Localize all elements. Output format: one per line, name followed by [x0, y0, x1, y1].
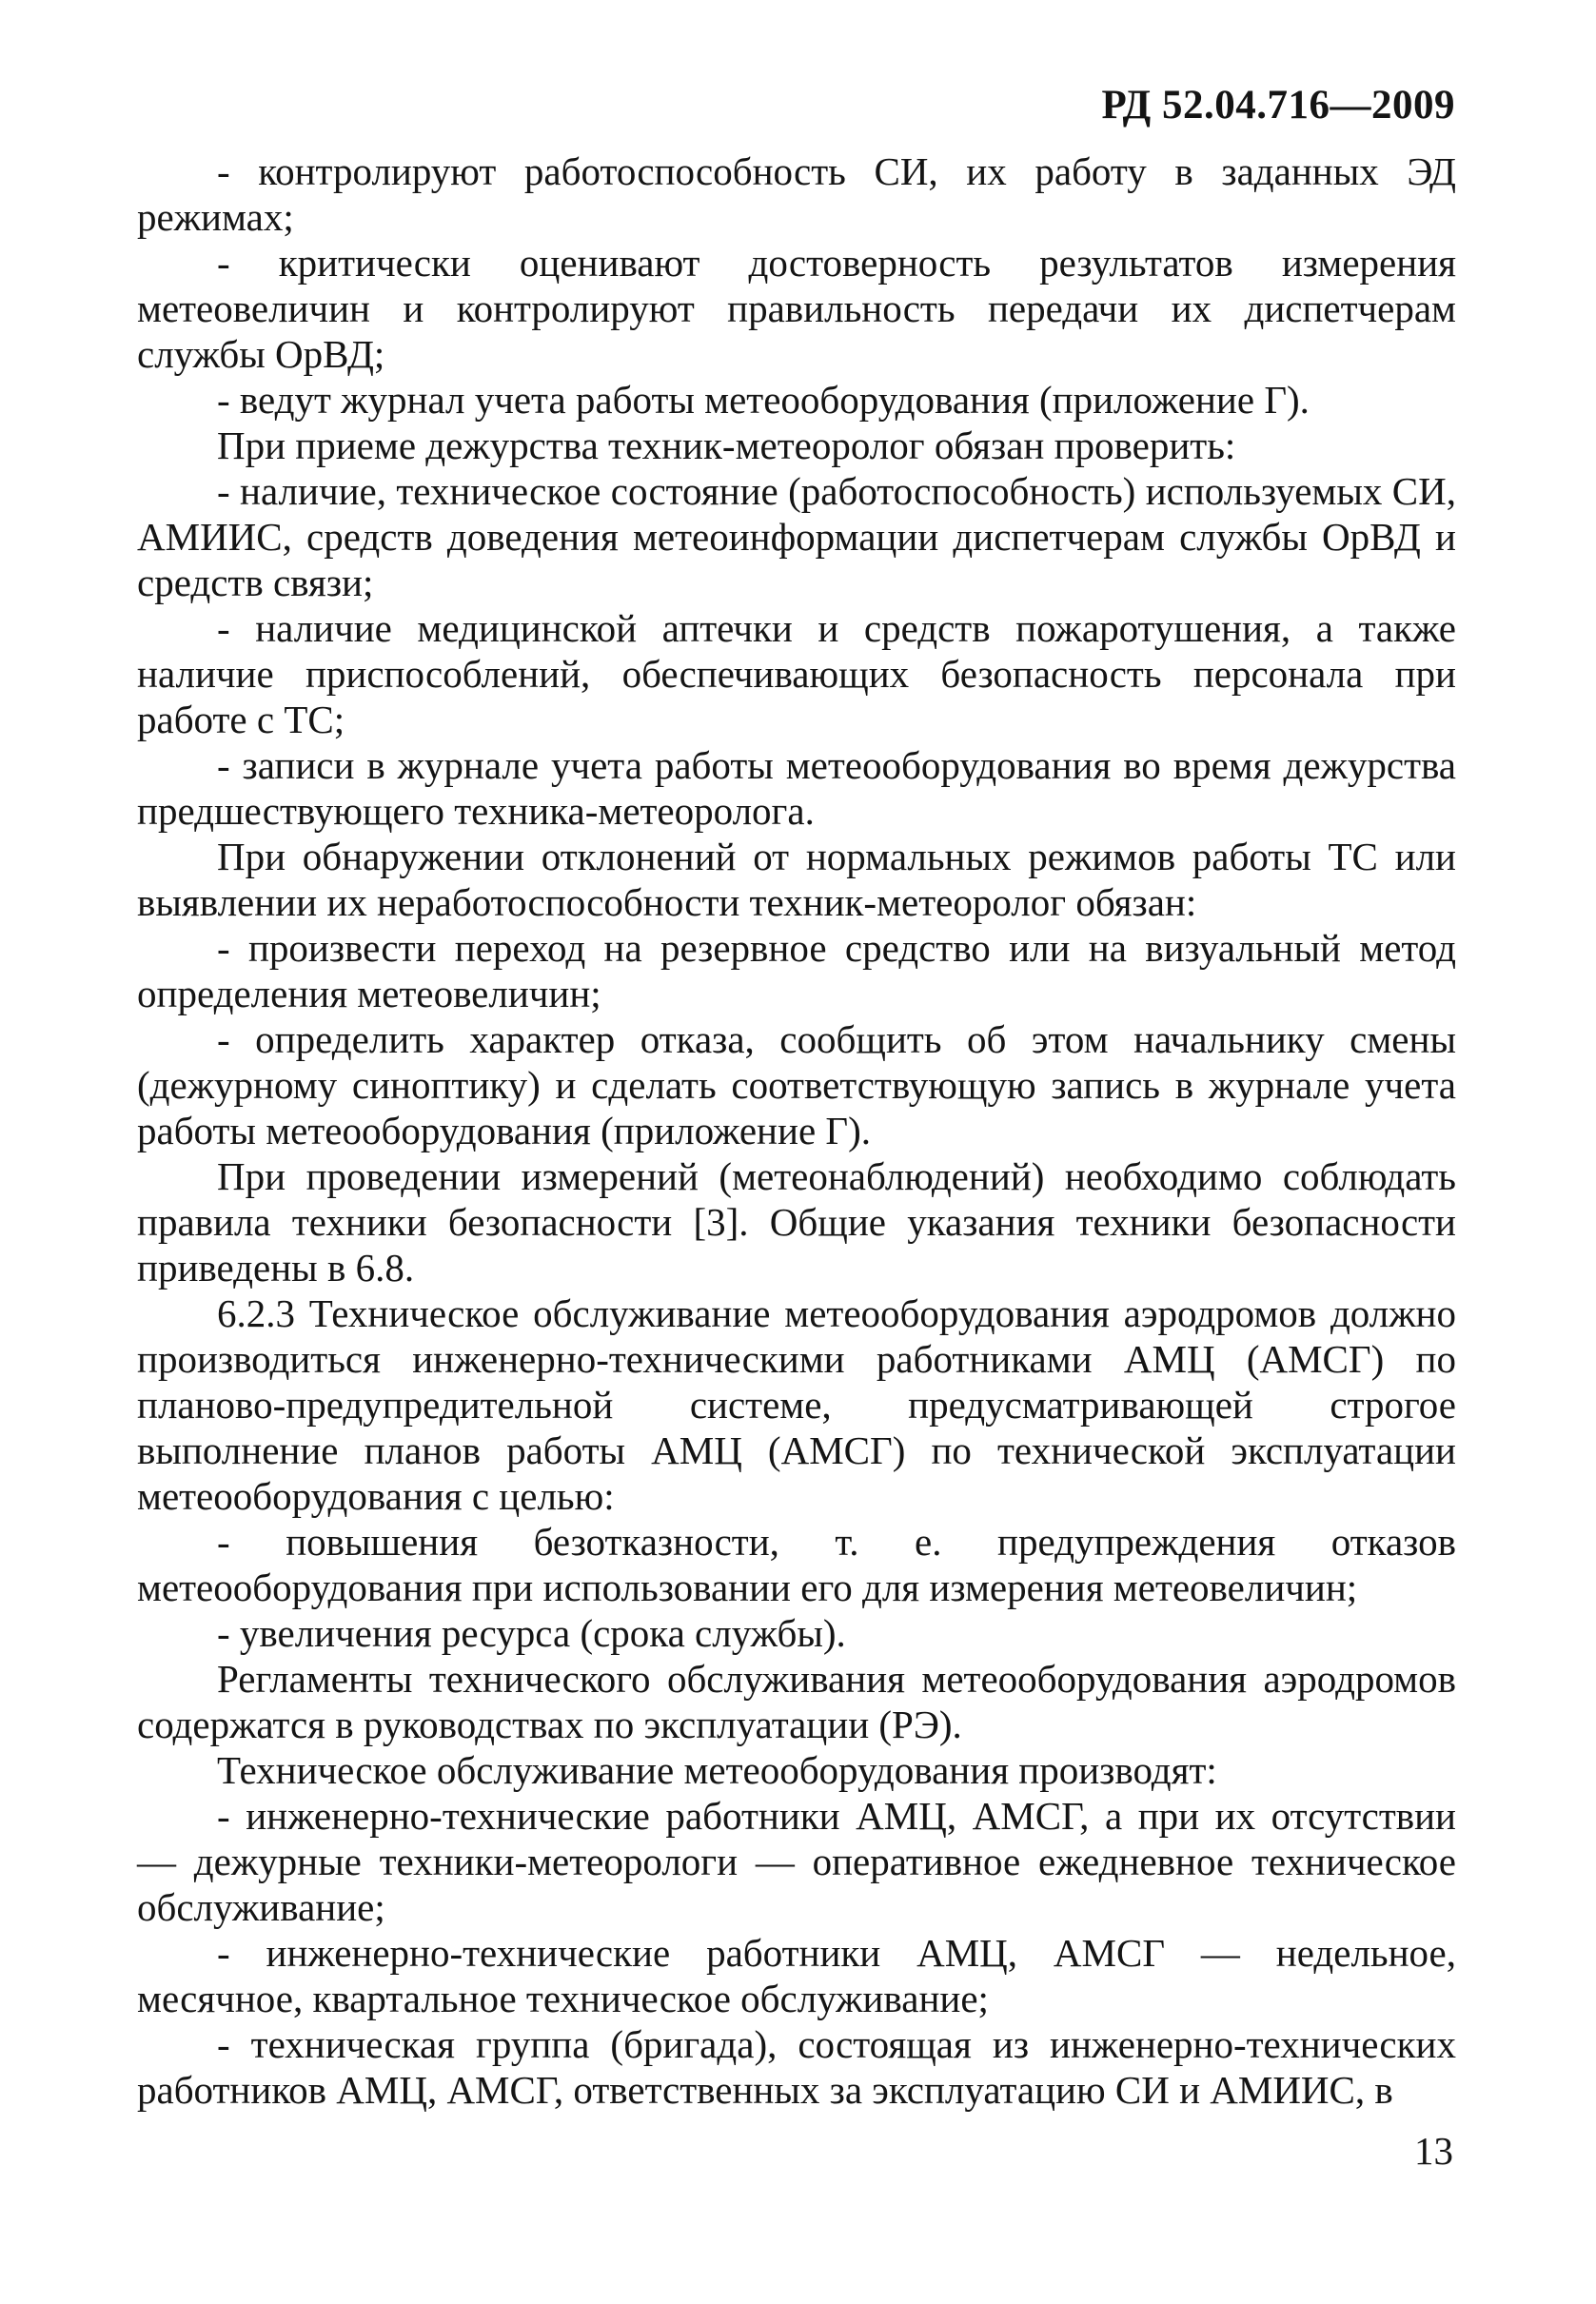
- paragraph: - наличие, техническое состояние (работоспособность) используемых СИ, АМИИС, средств доведения метеоинформации диспетчерам службы ОрВД и средств связи;: [137, 469, 1456, 604]
- paragraph: - инженерно-технические работники АМЦ, АМСГ — недельное, месячное, квартальное техническое обслуживание;: [137, 1931, 1456, 2020]
- paragraph: При приеме дежурства техник-метеоролог обязан проверить:: [217, 423, 1236, 467]
- paragraph: При обнаружении отклонений от нормальных режимов работы ТС или выявлении их неработоспособности техник-метеоролог обязан:: [137, 835, 1456, 924]
- page-number: 13: [1414, 2129, 1453, 2173]
- paragraph: - техническая группа (бригада), состоящая из инженерно-технических работников АМЦ, АМСГ, ответственных за эксплуатацию СИ и АМИИС, в: [137, 2022, 1456, 2112]
- document-header: РД 52.04.716—2009: [1101, 83, 1455, 128]
- paragraph: - записи в журнале учета работы метеооборудования во время дежурства предшествующего техника-метеоролога.: [137, 743, 1456, 833]
- paragraph: - наличие медицинской аптечки и средств пожаротушения, а также наличие приспособлений, обеспечивающих безопасность персонала при работе с ТС;: [137, 606, 1456, 741]
- paragraph: - повышения безотказности, т. е. предупреждения отказов метеооборудования при использовании его для измерения метеовеличин;: [137, 1520, 1456, 1609]
- paragraph: - определить характер отказа, сообщить об этом начальнику смены (дежурному синоптику) и сделать соответствующую запись в журнале учета работы метеооборудования (приложение Г).: [137, 1017, 1456, 1152]
- paragraph: - произвести переход на резервное средство или на визуальный метод определения метеовеличин;: [137, 926, 1456, 1015]
- paragraph: - ведут журнал учета работы метеооборудования (приложение Г).: [217, 378, 1310, 422]
- paragraph: При проведении измерений (метеонаблюдений) необходимо соблюдать правила техники безопасности [3]. Общие указания техники безопасности приведены в 6.8.: [137, 1154, 1456, 1290]
- paragraph: Регламенты технического обслуживания метеооборудования аэродромов содержатся в руководствах по эксплуатации (РЭ).: [137, 1657, 1456, 1746]
- paragraph: - инженерно-технические работники АМЦ, АМСГ, а при их отсутствии — дежурные техники-метеорологи — оперативное ежедневное техническое обслуживание;: [137, 1794, 1456, 1929]
- paragraph: 6.2.3 Техническое обслуживание метеооборудования аэродромов должно производиться инженерно-техническими работниками АМЦ (АМСГ) по планово-предупредительной системе, предусматривающей строгое выполнение планов работы АМЦ (АМСГ) по технической эксплуатации метеооборудования с целью:: [137, 1291, 1456, 1518]
- paragraph: - контролируют работоспособность СИ, их работу в заданных ЭД режимах;: [137, 149, 1456, 239]
- paragraph: Техническое обслуживание метеооборудования производят:: [217, 1748, 1217, 1792]
- paragraph: - увеличения ресурса (срока службы).: [217, 1611, 846, 1655]
- paragraph: - критически оценивают достоверность результатов измерения метеовеличин и контролируют правильность передачи их диспетчерам службы ОрВД;: [137, 241, 1456, 376]
- document-body: [137, 148, 1456, 2113]
